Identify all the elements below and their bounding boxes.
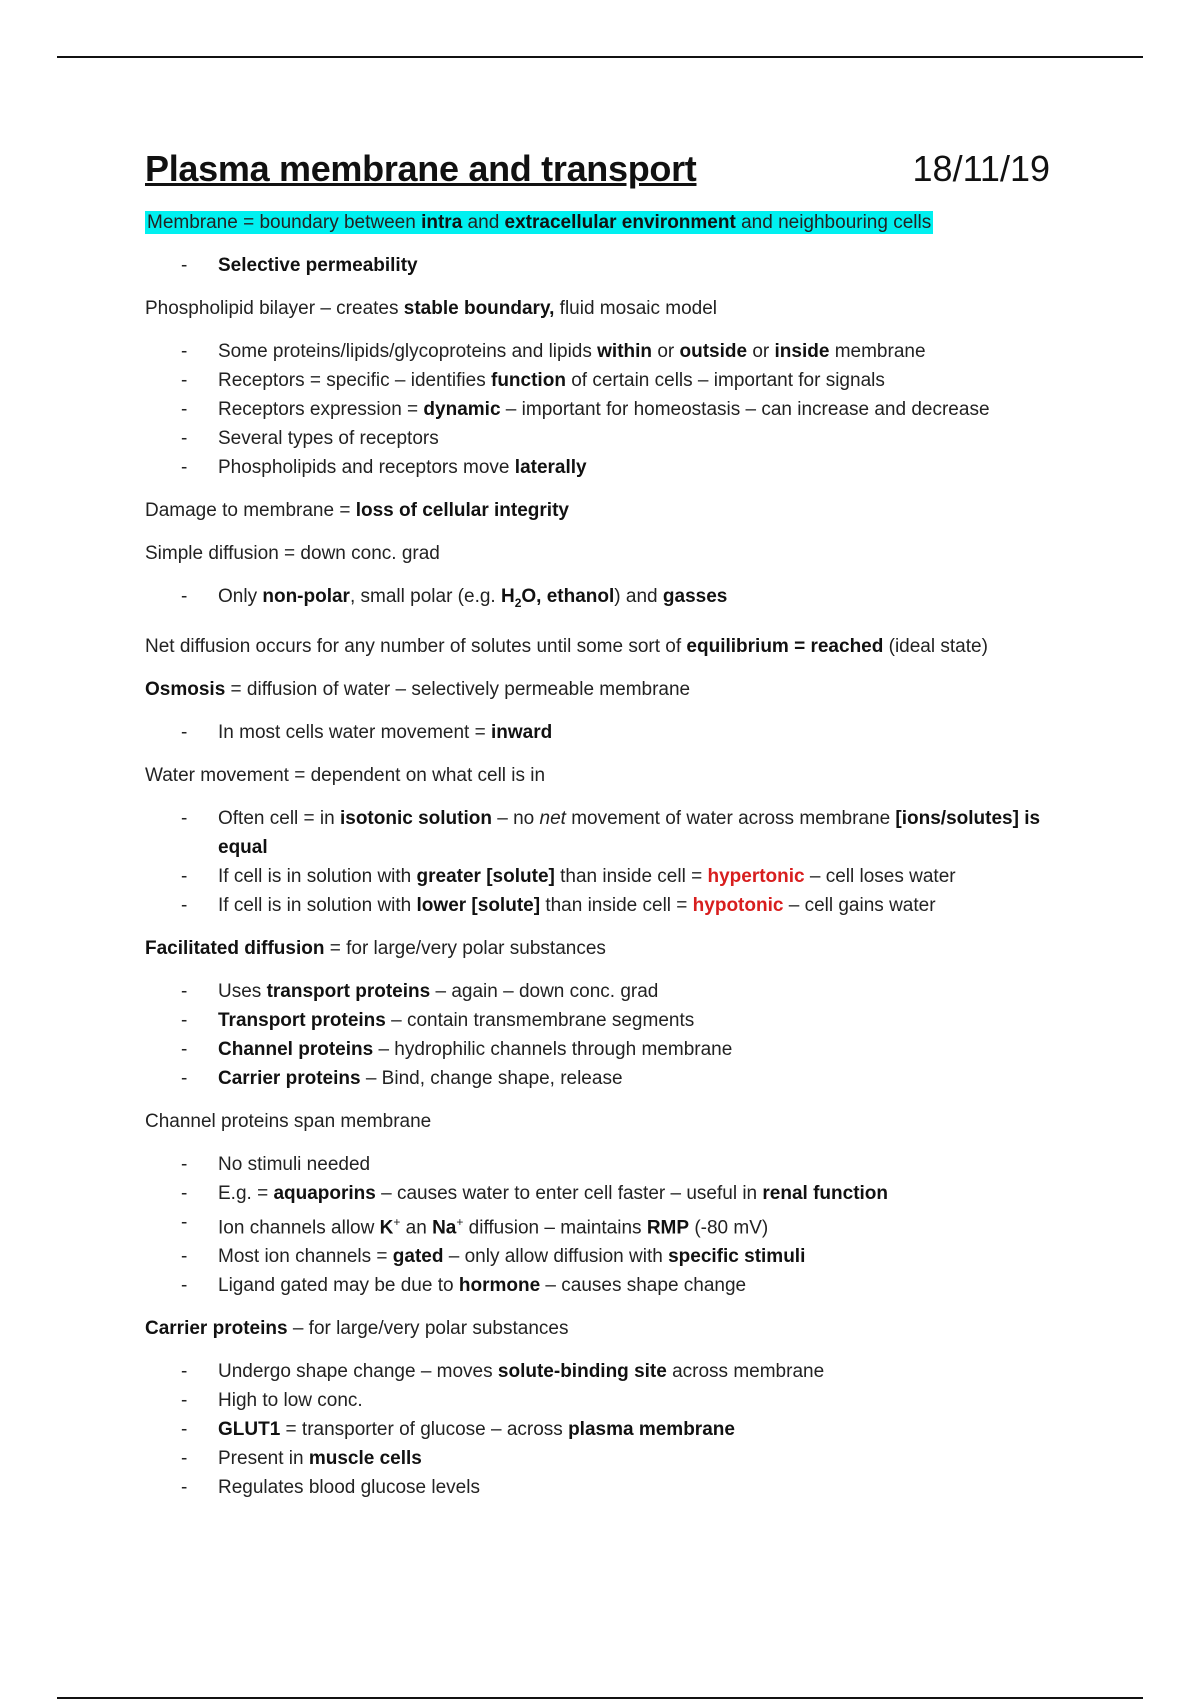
list-item: - Only non-polar, small polar (e.g. $H_2O$, ethanol) and gasses — [181, 586, 728, 610]
damage-line: Damage to membrane = loss of cellular integrity — [145, 500, 569, 521]
list-item: - Receptors expression = dynamic – important for homeostasis – can increase and decrease — [181, 399, 990, 420]
list-item: - Phospholipids and receptors move laterally — [181, 457, 587, 478]
list-item: - Undergo shape change – moves solute-binding site across membrane — [181, 1361, 825, 1383]
list-item: - In most cells water movement = inward — [181, 721, 553, 743]
list-item: - Ligand gated may be due to hormone – causes shape change — [181, 1275, 747, 1297]
osmosis-list — [145, 718, 1065, 747]
list-item: - Present in muscle cells — [181, 1448, 422, 1470]
intro-list — [145, 251, 1065, 280]
list-item: - No stimuli needed — [181, 1153, 371, 1175]
list-item: - GLUT1 = transporter of glucose – across plasma membrane — [181, 1419, 735, 1441]
carrier-proteins-line: Carrier proteins – for large/very polar substances — [145, 1318, 569, 1340]
list-item: - Carrier proteins – Bind, change shape, release — [181, 1067, 623, 1089]
simple-diffusion-line: Simple diffusion = down conc. grad — [145, 543, 440, 564]
list-item: - Channel proteins – hydrophilic channels through membrane — [181, 1038, 733, 1060]
carrier-proteins-list — [145, 1357, 1065, 1502]
list-item: - Receptors = specific – identifies function of certain cells – important for signals — [181, 370, 885, 391]
page-header — [145, 148, 1065, 190]
list-item: - Uses transport proteins – again – down conc. grad — [181, 980, 659, 1002]
intro-line — [145, 208, 1065, 237]
list-item: - Several types of receptors — [181, 428, 439, 449]
highlighted-definition: Membrane = boundary between intra and extracellular environment and neighbouring cells — [147, 212, 932, 233]
list-item: - Most ion channels = gated – only allow diffusion with specific stimuli — [181, 1246, 806, 1268]
document-body — [145, 148, 1065, 1516]
list-item: - High to low conc. — [181, 1390, 363, 1412]
page-title: Plasma membrane and transport — [145, 148, 697, 189]
list-item: - Ion channels allow K+ an Na+ diffusion – maintains RMP (-80 mV) — [181, 1211, 769, 1239]
phospholipid-line: Phospholipid bilayer – creates stable boundary, fluid mosaic model — [145, 298, 718, 319]
simple-diffusion-list — [145, 582, 1065, 618]
phospholipid-list — [145, 337, 1065, 482]
channel-proteins-line: Channel proteins span membrane — [145, 1110, 432, 1132]
facilitated-diffusion-line: Facilitated diffusion = for large/very polar substances — [145, 937, 606, 959]
list-item: - Selective permeability — [181, 255, 418, 276]
water-movement-list — [145, 804, 1065, 920]
list-item: - If cell is in solution with greater [solute] than inside cell = hypertonic – cell loses water — [181, 865, 956, 887]
osmosis-line: Osmosis = diffusion of water – selectively permeable membrane — [145, 678, 691, 700]
list-item: - Transport proteins – contain transmembrane segments — [181, 1009, 695, 1031]
bottom-rule — [57, 1697, 1143, 1699]
list-item: - Regulates blood glucose levels — [181, 1477, 480, 1499]
top-rule — [57, 56, 1143, 58]
hypotonic-term: hypotonic — [692, 894, 784, 916]
hypertonic-term: hypertonic — [707, 865, 805, 887]
facilitated-diffusion-list — [145, 977, 1065, 1093]
list-item: - Some proteins/lipids/glycoproteins and lipids within or outside or inside membrane — [181, 341, 926, 362]
list-item: - E.g. = aquaporins – causes water to enter cell faster – useful in renal function — [181, 1182, 889, 1204]
page-date: 18/11/19 — [912, 148, 1050, 189]
list-item: - If cell is in solution with lower [solute] than inside cell = hypotonic – cell gains water — [181, 894, 936, 916]
channel-proteins-list — [145, 1150, 1065, 1300]
net-diffusion-line: Net diffusion occurs for any number of solutes until some sort of equilibrium = reached (ideal state) — [145, 635, 988, 657]
water-movement-line: Water movement = dependent on what cell is in — [145, 764, 546, 786]
list-item: - Often cell = in isotonic solution – no net movement of water across membrane [ions/solutes] is equal — [181, 807, 1041, 858]
